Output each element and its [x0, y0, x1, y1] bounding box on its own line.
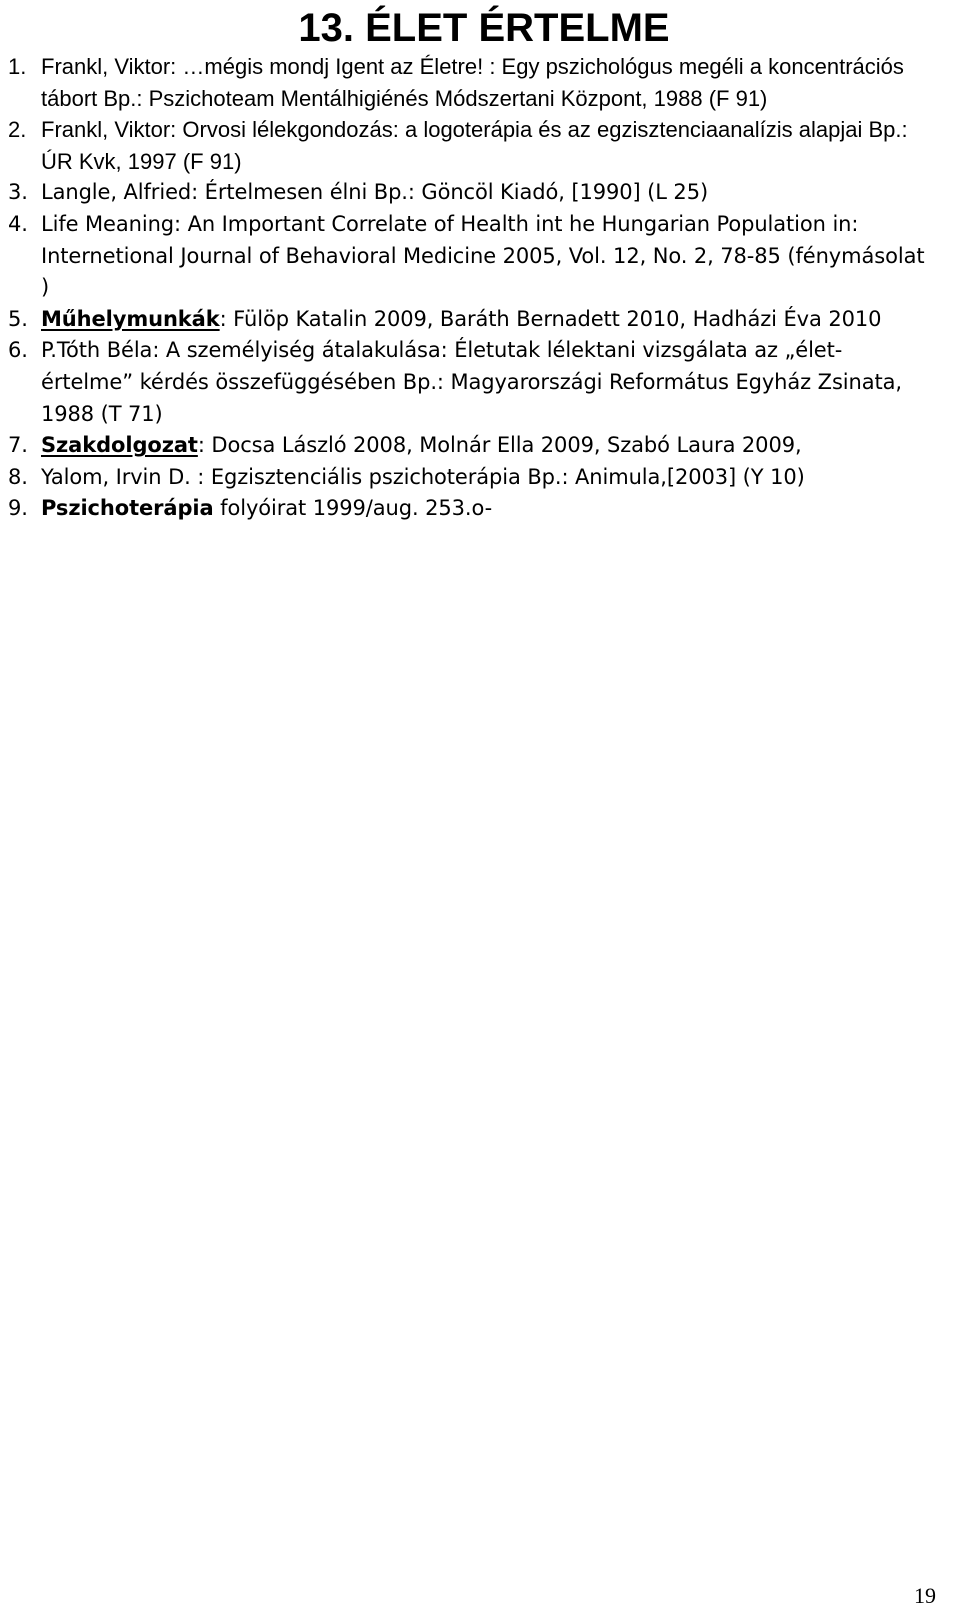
reference-bold-label: Szakdolgozat: [41, 433, 198, 458]
reference-text: : Fülöp Katalin 2009, Baráth Bernadett 2010, Hadházi Éva 2010: [219, 306, 882, 331]
reference-number: 7.: [8, 433, 28, 458]
reference-item-3: [8, 177, 933, 209]
reference-text: Yalom, Irvin D. : Egzisztenciális pszichoterápia Bp.: Animula,[2003] (Y 10): [41, 464, 805, 489]
reference-number: 8.: [8, 464, 28, 489]
reference-item-7: [8, 430, 933, 462]
reference-item-9: [8, 493, 933, 525]
reference-item-5: [8, 304, 933, 336]
reference-text: Frankl, Viktor: …mégis mondj Igent az Életre! : Egy pszichológus megéli a koncentrációs tábort Bp.: Pszichoteam Mentálhigiénés Módszertani Központ, 1988 (F 91): [41, 54, 904, 111]
reference-item-6: [8, 335, 933, 430]
reference-text: Langle, Alfried: Értelmesen élni Bp.: Göncöl Kiadó, [1990] (L 25): [41, 180, 709, 205]
reference-item-2: [8, 114, 933, 177]
reference-bold-label: Műhelymunkák: [41, 306, 220, 331]
reference-item-4: [8, 209, 933, 304]
reference-item-8: [8, 462, 933, 494]
page-number: 19: [914, 1583, 936, 1608]
reference-number: 1.: [8, 54, 27, 79]
reference-bold-label: Pszichoterápia: [41, 496, 214, 521]
reference-number: 6.: [8, 338, 28, 363]
reference-text: : Docsa László 2008, Molnár Ella 2009, Szabó Laura 2009,: [197, 433, 802, 458]
reference-number: 9.: [8, 496, 28, 521]
reference-text: Life Meaning: An Important Correlate of Health int he Hungarian Population in: Internetional Journal of Behavioral Medicine 2005, Vol. 12, No. 2, 78-85 (fénymásolat ): [41, 211, 925, 300]
reference-number: 4.: [8, 211, 28, 236]
reference-number: 5.: [8, 306, 28, 331]
reference-number: 2.: [8, 117, 27, 143]
reference-text: P.Tóth Béla: A személyiség átalakulása: Életutak lélektani vizsgálata az „élet-értelme” kérdés összefüggésében Bp.: Magyarországi Református Egyház Zsinata, 1988 (T 71): [41, 338, 902, 426]
page-title: 13. ÉLET ÉRTELME: [298, 6, 670, 50]
reference-list: [8, 51, 933, 525]
reference-text: folyóirat 1999/aug. 253.o-: [213, 496, 493, 521]
reference-text: Frankl, Viktor: Orvosi lélekgondozás: a logoterápia és az egzisztenciaanalízis alapjai Bp.: ÚR Kvk, 1997 (F 91): [41, 117, 908, 174]
reference-item-1: [8, 51, 933, 114]
reference-number: 3.: [8, 180, 28, 205]
